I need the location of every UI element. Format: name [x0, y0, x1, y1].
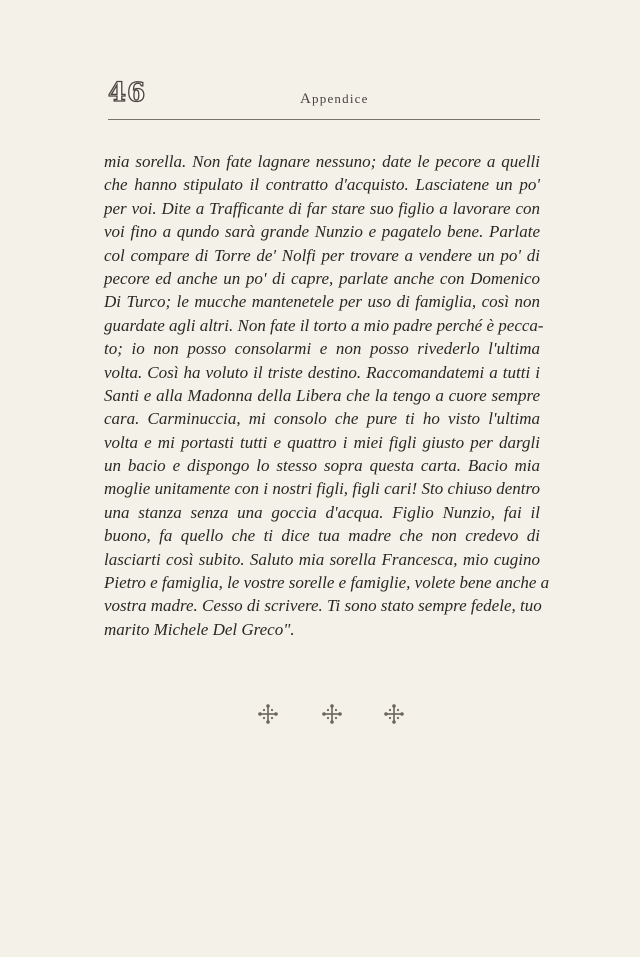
page-number: 46 [108, 78, 147, 108]
text-line: to; io non posso consolarmi e non posso rivederlo l'ultima [104, 339, 540, 359]
text-line: guardate agli altri. Non fate il torto a mio padre perché è pecca- [104, 315, 544, 335]
text-line: vostra madre. Cesso di scrivere. Ti sono stato sempre fedele, tuo [104, 596, 542, 616]
text-line: che hanno stipulato il contratto d'acquisto. Lasciatene un po' [104, 175, 540, 195]
text-line: lasciarti così subito. Saluto mia sorella Francesca, mio cugino [104, 549, 540, 569]
text-line-last: marito Michele Del Greco". [104, 619, 295, 639]
text-line: per voi. Dite a Trafficante di far stare suo figlio a lavorare con [104, 198, 540, 218]
text-line: Di Turco; le mucche mantenetele per uso di famiglia, così non [104, 292, 540, 312]
text-line: volta e mi portasti tutti e quattro i miei figli giusto per dargli [104, 432, 540, 452]
text-line: moglie unitamente con i nostri figli, figli cari! Sto chiuso dentro [104, 479, 540, 499]
body-text [104, 150, 550, 641]
text-line: cara. Carminuccia, mi consolo che pure ti ho visto l'ultima [104, 409, 540, 429]
text-line: volta. Così ha voluto il triste destino. Raccomandatemi a tutti i [104, 362, 540, 382]
fleuron-cross-icon [256, 702, 280, 726]
text-line: un bacio e dispongo lo stesso sopra questa carta. Bacio mia [104, 456, 540, 476]
text-line: Pietro e famiglia, le vostre sorelle e famiglie, volete bene anche a [104, 573, 550, 593]
fleuron-cross-icon [382, 702, 406, 726]
text-line: buono, fa quello che ti dice tua madre che non credevo di [104, 526, 540, 546]
text-line: mia sorella. Non fate lagnare nessuno; date le pecore a quelli [104, 152, 540, 171]
text-line: pecore ed anche un po' di capre, parlate anche con Domenico [104, 268, 540, 288]
page-header [0, 0, 640, 130]
section-ornaments [0, 702, 640, 732]
text-line: col compare di Torre de' Nolfi per trovare a vendere un po' di [104, 245, 540, 265]
text-line: una stanza senza una goccia d'acqua. Figlio Nunzio, fai il [104, 502, 540, 522]
running-title: Appendice [300, 91, 369, 107]
text-line: voi fino a qundo sarà grande Nunzio e pagatelo bene. Parlate [104, 222, 540, 242]
header-rule [108, 119, 540, 120]
fleuron-cross-icon [320, 702, 344, 726]
text-line: Santi e alla Madonna della Libera che la tengo a cuore sempre [104, 385, 540, 405]
